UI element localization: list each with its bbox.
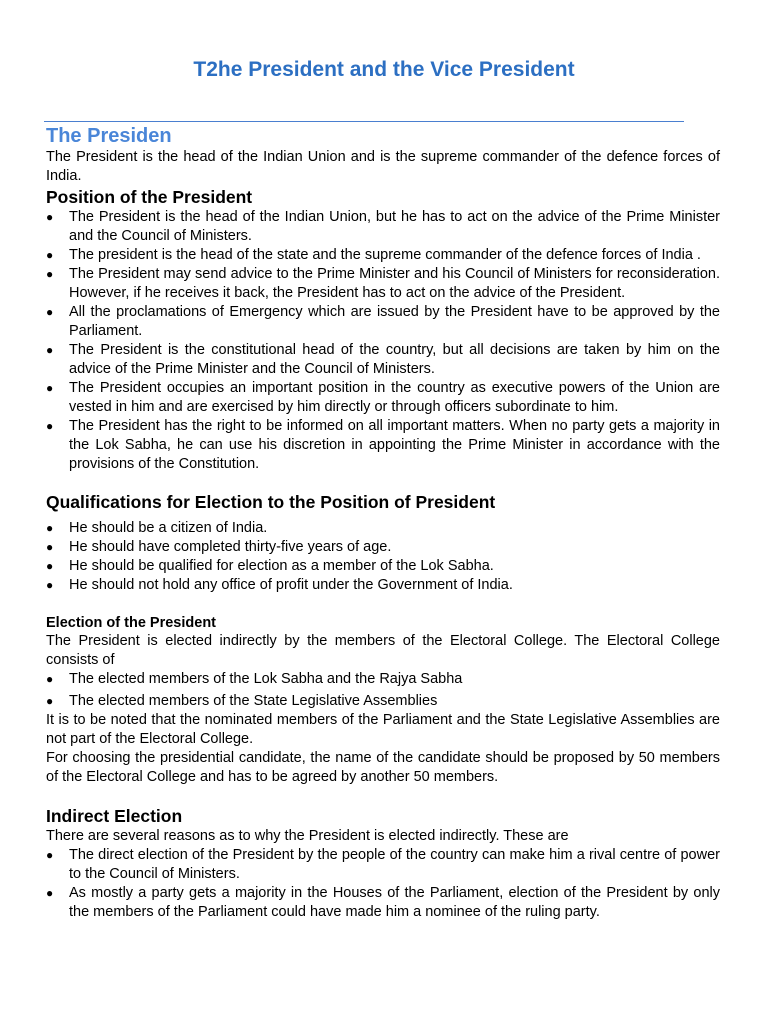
- list-item: ● He should be qualified for election as a member of the Lok Sabha.: [46, 557, 720, 576]
- list-item: ● All the proclamations of Emergency which are issued by the President have to be approved by the Parliament.: [46, 303, 720, 341]
- indirect-election-list: [46, 846, 720, 922]
- title-divider: [44, 121, 684, 122]
- position-list: [46, 208, 720, 474]
- election-heading: Election of the President: [46, 615, 216, 631]
- president-intro: The President is the head of the Indian Union and is the supreme commander of the defence forces of India.: [46, 149, 720, 184]
- indirect-election-heading: Indirect Election: [46, 806, 183, 826]
- list-item: ● The elected members of the State Legislative Assemblies: [46, 692, 720, 711]
- election-intro: The President is elected indirectly by the members of the Electoral College. The Electoral College consists of: [46, 633, 720, 668]
- list-item: ● The President occupies an important position in the country as executive powers of the Union are vested in him and are exercised by him directly or through officers subordinate to him.: [46, 379, 720, 417]
- list-item: ● The President is the head of the Indian Union, but he has to act on the advice of the Prime Minister and the Council of Ministers.: [46, 208, 720, 246]
- list-item: ● He should be a citizen of India.: [46, 519, 720, 538]
- election-note-nominated: It is to be noted that the nominated members of the Parliament and the State Legislative Assemblies are not part of the Electoral College.: [46, 712, 720, 747]
- list-item: ● As mostly a party gets a majority in the Houses of the Parliament, election of the President by only the members of the Parliament could have made him a nominee of the ruling party.: [46, 884, 720, 922]
- indirect-election-intro: There are several reasons as to why the President is elected indirectly. These are: [46, 828, 569, 844]
- list-item: ● The President has the right to be informed on all important matters. When no party gets a majority in the Lok Sabha, he can use his discretion in appointing the Prime Minister in accordance with the provisions of the Constitution.: [46, 417, 720, 474]
- list-item: ● He should have completed thirty-five years of age.: [46, 538, 720, 557]
- electoral-college-list: [46, 670, 720, 711]
- list-item: ● The elected members of the Lok Sabha and the Rajya Sabha: [46, 670, 720, 689]
- document-body: [46, 125, 720, 922]
- list-item: ● The direct election of the President by the people of the country can make him a rival centre of power to the Council of Ministers.: [46, 846, 720, 884]
- list-item: ● The President is the constitutional head of the country, but all decisions are taken by him on the advice of the Prime Minister and the Council of Ministers.: [46, 341, 720, 379]
- qualifications-list: [46, 519, 720, 595]
- list-item: ● The President may send advice to the Prime Minister and his Council of Ministers for reconsideration. However, if he receives it back, the President has to act on the advice of the President.: [46, 265, 720, 303]
- document-title: T2he President and the Vice President: [193, 58, 575, 81]
- position-heading: Position of the President: [46, 187, 253, 207]
- election-note-proposal: For choosing the presidential candidate, the name of the candidate should be proposed by 50 members of the Electoral College and has to be agreed by another 50 members.: [46, 750, 720, 785]
- list-item: ● He should not hold any office of profit under the Government of India.: [46, 576, 720, 595]
- section-heading-president: The Presiden: [46, 125, 172, 147]
- qualifications-heading: Qualifications for Election to the Position of President: [46, 492, 496, 512]
- list-item: ● The president is the head of the state and the supreme commander of the defence forces of India .: [46, 246, 720, 265]
